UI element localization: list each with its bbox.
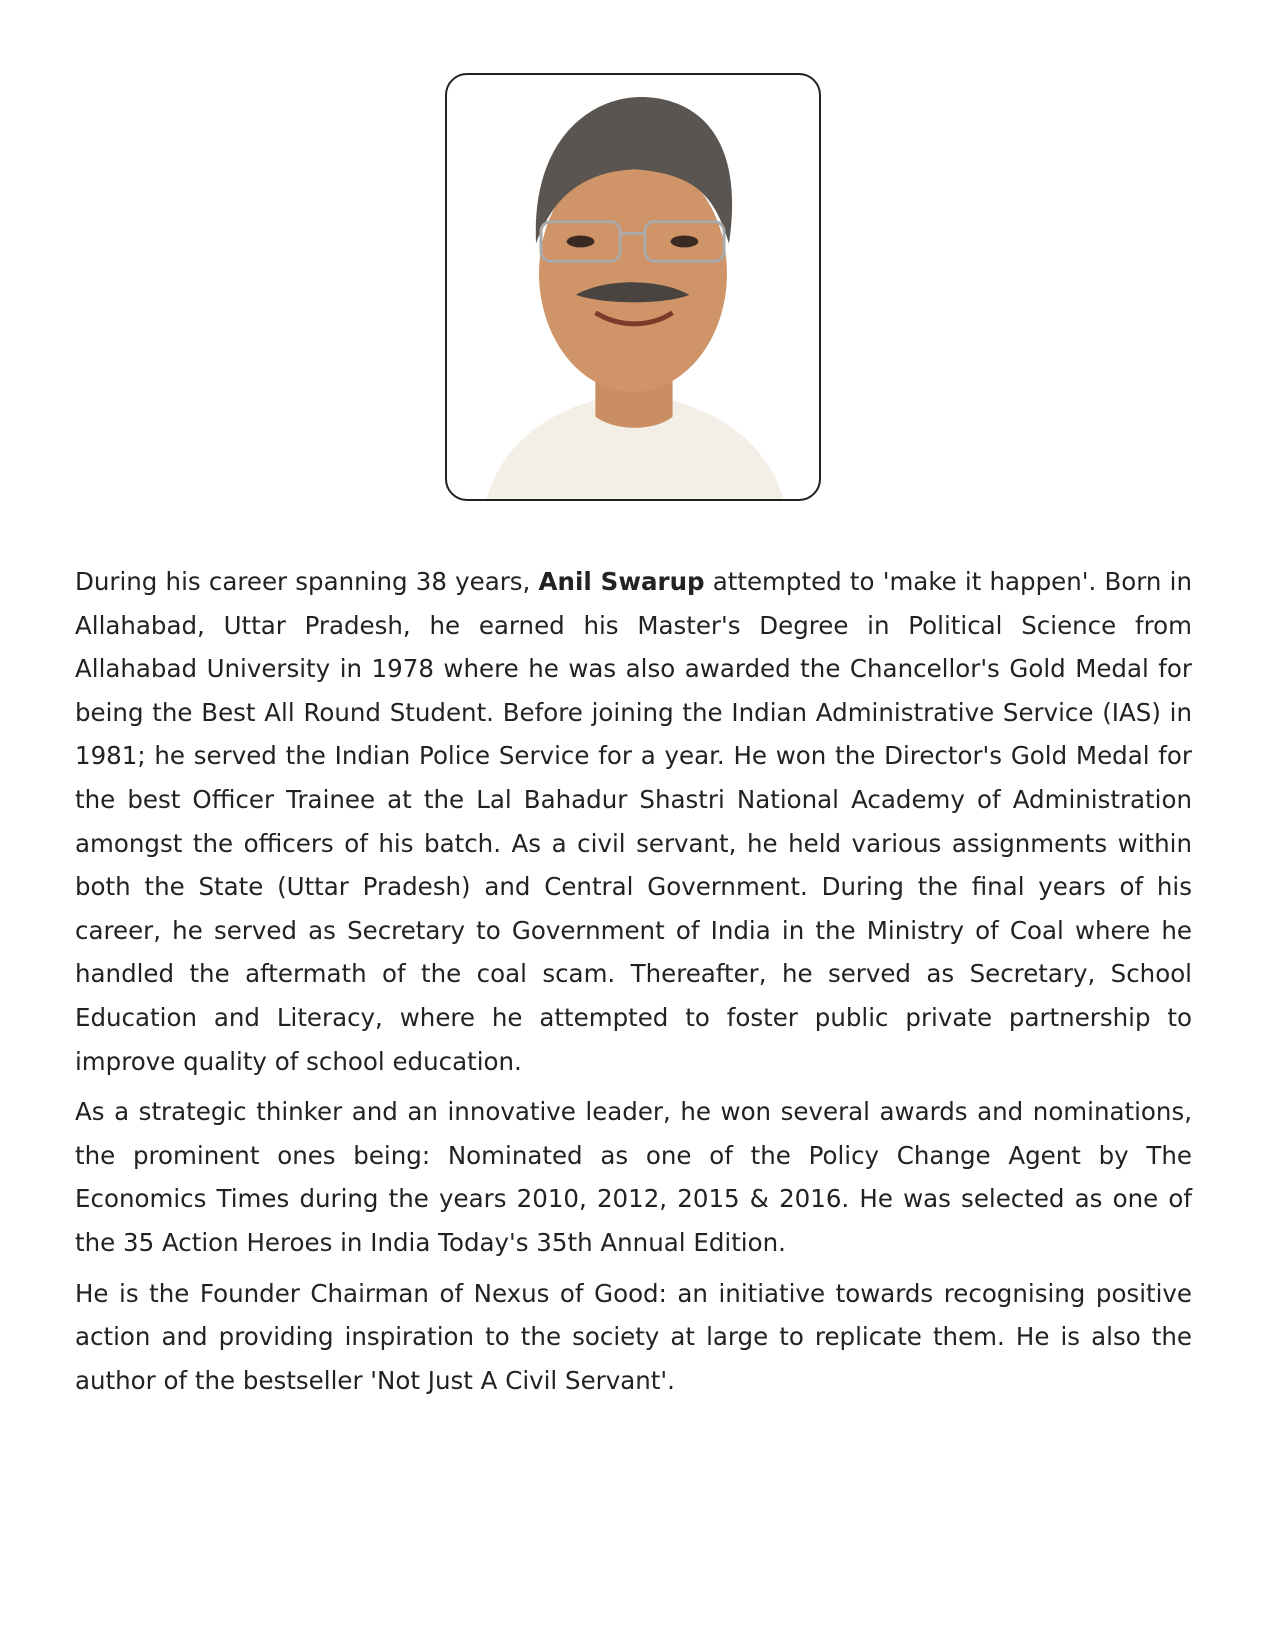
portrait-image <box>447 75 819 499</box>
bio-paragraph-1 <box>75 560 1192 1083</box>
bio-paragraph-2: As a strategic thinker and an innovative leader, he won several awards and nominations, the prominent ones being: Nominated as one of the Policy Change Agent by The Economics Times during the years 2010, 2012, 2015 & 2016. He was selected as one of the 35 Action Heroes in India Today's 35th Annual Edition. <box>75 1097 1192 1257</box>
portrait-photo <box>445 73 821 501</box>
bio-text: attempted to 'make it happen'. Born in Allahabad, Uttar Pradesh, he earned his Master's Degree in Political Science from Allahabad University in 1978 where he was also awarded the Chancellor's Gold Medal for being the Best All Round Student. Before joining the Indian Administrative Service (IAS) in 1981; he served the Indian Police Service for a year. He won the Director's Gold Medal for the best Officer Trainee at the Lal Bahadur Shastri National Academy of Administration amongst the officers of his batch. As a civil servant, he held various assignments within both the State (Uttar Pradesh) and Central Government. During the final years of his career, he served as Secretary to Government of India in the Ministry of Coal where he handled the aftermath of the coal scam. Thereafter, he served as Secretary, School Education and Literacy, where he attempted to foster public private partnership to improve quality of school education. <box>75 567 1192 1076</box>
bio-text: During his career spanning 38 years, <box>75 567 539 596</box>
bio-paragraph-3: He is the Founder Chairman of Nexus of Good: an initiative towards recognising positive action and providing inspiration to the society at large to replicate them. He is also the author of the bestseller 'Not Just A Civil Servant'. <box>75 1278 1192 1395</box>
biography-text <box>75 560 1192 1409</box>
person-name: Anil Swarup <box>538 567 705 596</box>
